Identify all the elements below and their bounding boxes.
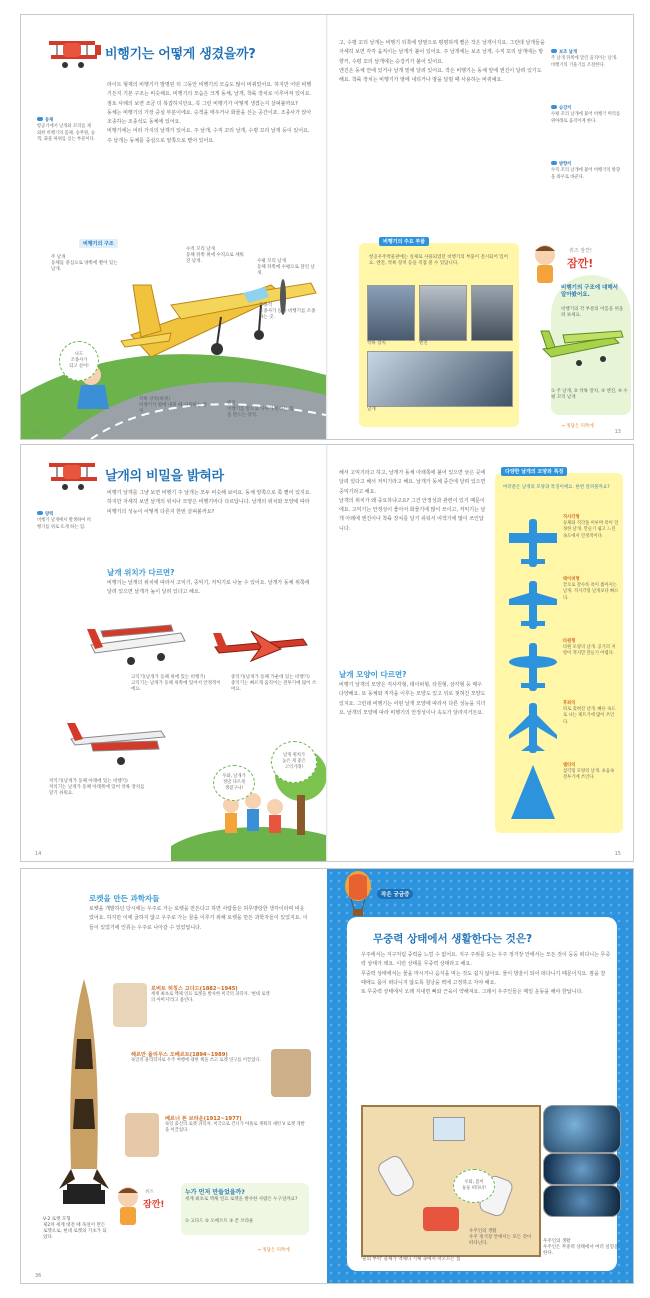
photo-label-engine: 엔진 [419,341,428,346]
shape-desc-2 [563,577,619,602]
right-note-text: 수평 꼬리 날개에 붙어 비행기 머리를 위아래로 움직이게 한다. [551,112,621,124]
gutter [326,445,328,861]
shape-text: 삼각형 모양의 날개. 초음속 전투기에 쓰인다. [563,769,615,781]
illustration-side-caption: 우주인의 생활 우주 정거장 안에서는 모든 것이 떠다닌다. [469,1229,532,1246]
portrait-goddard [113,983,147,1027]
photo-label-landing: 착륙 장치 [367,341,386,346]
spread-3 [20,868,634,1284]
shape-desc-5 [563,763,619,782]
label-horizontal-tail: 수평 꼬리 날개 동체 뒤쪽에 수평으로 달린 날개. [257,259,315,276]
body-text-left: 로켓을 개발하던 당시에는 우주로 가는 로켓을 만든다고 하면 사람들은 허무맹랑한 생각이라며 비웃었어요. 하지만 이에 굴하지 않고 우주로 가는 꿈을 이루기 위해 로켓을 만든 과학자들이 있었지요. 이들이 있었기에 인류는 우주로 나아갈 수 있었답니다. [89,906,308,931]
wing-shapes-question: 여러분은 날개의 모양과 특징이에요. 한번 살펴볼까요? [503,485,610,490]
side-note-title: 양력 [45,512,54,518]
label-low-wing: 저익기(날개가 동체 아래에 있는 비행기) 저익기는 날개가 동체 아래쪽에 있어 착륙 장치를 달기 쉬워요. [49,779,145,796]
bullet-icon [551,49,557,53]
parts-box-text: 항공우주박물관에는 실제로 사용되었던 비행기의 부품이 전시되어 있어요. 엔진, 착륙 장치 등을 직접 볼 수 있답니다. [369,255,508,266]
portrait-oberth [271,1049,311,1097]
page-number-left: 12 [35,429,42,435]
photo-label-wing: 날개 [367,407,376,412]
wing-tapered [505,577,561,633]
photo-engine [419,285,467,341]
right-note-2 [551,99,621,131]
page-number-right: 15 [614,851,621,857]
bullet-icon [37,117,43,121]
label-high-wing: 고익기(날개가 동체 위에 있는 비행기) 고익기는 날개가 동체 위쪽에 있어서 안정적이에요. [131,675,221,692]
jamkkan-small: 퀴즈 잠깐! [569,248,592,254]
right-note-text: 수직 꼬리 날개에 붙어 비행기의 방향을 좌우로 바꾼다. [551,168,621,180]
low-wing-plane [61,715,171,775]
body-text-right: 고, 수평 꼬리 날개는 비행기 뒤쪽에 양옆으로 평평하게 뻗은 작은 날개이지요. 그런데 날개들을 자세히 보면 각각 움직이는 날개가 붙어 있어요. 주 날개에는 보조 날개, 수직 꼬리 날개에는 방향키, 수평 꼬리 날개에는 승강키가 붙어 있어요. 엔진은 동체 안에 있거나 날개 밑에 달려 있어요. 작은 비행기는 동체 앞에 엔진이 달려 있기도 해요. 착륙 장치는 비행기가 땅에 내리거나 땅을 달릴 때 사용하는 바퀴예요. [339,40,545,84]
scientist-3 [165,1115,305,1134]
rocket-label: V-2 로켓 모형 제2차 세계 대전 때 독일이 만든 로켓으로, 현대 로켓의 기초가 되었다. [43,1217,107,1240]
side-note-title: 동체 [45,118,54,124]
answer-footer: → 정답은 뒤쪽에 [257,1248,290,1253]
page-number-left: 14 [35,851,42,857]
bullet-icon [551,105,557,109]
wing-delta [505,763,561,823]
quiz-text: 세계 최초로 액체 연료 로켓을 발사한 사람은 누구일까요? [185,1197,298,1202]
kids-speech-bubble-2: 우와, 날개가 정말 다르게 생겼구나! [213,765,255,801]
floating-bag [423,1207,459,1231]
scientist-text: 독일 출신의 로켓 과학자. 미국으로 건너가 아폴로 계획의 새턴 V 로켓 개발을 이끌었다. [165,1122,305,1134]
rocket-model [59,979,109,1209]
label-main-wing: 주 날개 동체를 중심으로 양쪽에 뻗어 있는 날개. [51,255,118,272]
label-engine: 엔진 비행기를 앞으로 나아가게 하는 힘을 만드는 장치. [227,401,294,418]
balloon-label: 작은 궁금증 [377,889,413,899]
wing-elliptical [505,639,561,695]
illustration-caption: '물의 부력' 물체가 액체나 기체 속에서 떠오르는 힘 [361,1257,461,1262]
subheading-wing-position: 날개 위치가 다르면? [107,568,175,577]
shape-name: 델타익 [563,763,576,768]
wing-shapes-tag: 다양한 날개의 모양과 특징 [501,467,567,476]
quiz-title: 누가 먼저 만들었을까? [185,1189,245,1196]
jamkkan-small: 퀴즈 [145,1190,154,1195]
wing-rectangular [505,515,561,571]
gutter [326,15,328,439]
shape-name: 후퇴익 [563,701,576,706]
biplane-icon [45,33,105,73]
structure-tag: 비행기의 구조 [79,239,118,248]
label-landing-gear: 착륙 장치(바퀴) 비행기가 땅에 내릴 때 사용하는 장치. [139,397,208,414]
right-note-1 [551,43,621,75]
quiz-title: 비행기의 구조에 대해서 알아봤어요. [561,285,618,298]
body-text-right: 해서 고익기라고 하고, 날개가 동체 아래쪽에 붙어 있으면 낮은 곳에 달려 있다고 해서 저익기라고 해요. 날개가 동체 중간에 달려 있으면 중익기라고 해요. 날개의 위치가 왜 중요하냐고요? 그건 안정성과 관련이 있기 때문이에요. 고익기는 안정성이 좋아서 화물기에 많이 쓰이고, 저익기는 날개 아래에 엔진이나 착륙 장치를 달기 쉬워서 여객기에 많이 쓰인답니다. [339,470,486,532]
label-cockpit: 조종석 조종사가 앉아 비행기를 조종하는 곳. [259,303,316,320]
page-number-left: 36 [35,1273,42,1279]
photo-astronaut-3 [543,1185,621,1217]
shape-text: 동체와 직각을 이루며 폭이 일정한 날개. 만들기 쉽고 느린 속도에서 안정적이다. [563,521,619,539]
photo-wing [367,351,513,407]
girl-mascot-icon [529,243,561,287]
quiz-airplane-illustration [533,315,629,375]
shape-text: 뒤로 젖혀진 날개. 빠른 속도로 나는 제트기에 많이 쓰인다. [563,707,616,725]
kids-speech-bubble-1: 날개 위치가 높은 게 좋은 고익기래! [271,741,317,783]
scientist-1 [151,985,271,1004]
label-vertical-tail: 수직 꼬리 날개 동체 뒤쪽 위에 수직으로 세워진 날개. [186,247,244,264]
photo-engine-2 [471,285,513,341]
title-right: 무중력 상태에서 생활한다는 것은? [373,933,533,945]
shape-desc-4 [563,701,619,726]
illustration-bubble: 우와, 몸이 둥둥 떠다녀! [453,1169,495,1203]
spread-1 [20,14,634,440]
spread-2 [20,444,634,862]
high-wing-plane [81,615,191,675]
page-number-right: 13 [614,429,621,435]
answer-footer: → 정답은 뒤쪽에 [561,424,594,429]
page-title: 비행기는 어떻게 생겼을까? [105,47,256,62]
photo-landing-gear [367,285,415,341]
body-text-top: 비행기 날개를 그냥 보면 비행기 주 날개는 모두 비슷해 보여요. 동체 양쪽으로 쭉 뻗어 있지요. 하지만 자세히 보면 날개의 위치나 모양은 비행기마다 다르답니다. 날개의 위치와 모양에 따라 비행기의 성능이 어떻게 다른지 한번 살펴볼까요? [107,490,312,515]
body-text-right: 우주에서는 지구처럼 중력을 느낄 수 없어요. 지구 주위를 도는 우주 정거장 안에서는 모든 것이 둥둥 떠다니는 무중력 상태가 돼요. 이런 상태를 무중력 상태라고 해요. 무중력 상태에서는 물을 마시거나 음식을 먹는 것도 쉽지 않아요. 물이 방울이 되어 떠다니기 때문이지요. 잠을 잘 때에도 몸이 떠다니지 않도록 침낭을 벽에 고정하고 자야 해요. 또 무중력 상태에서 오래 지내면 뼈와 근육이 약해져요. 그래서 우주인들은 매일 운동을 해야 한답니다. [361,952,611,996]
body-text-left: 라이트 형제의 비행기가 발명된 뒤 그동안 비행기의 모습도 많이 바뀌었어요. 하지만 어떤 비행기든지 기본 구조는 비슷해요. 비행기의 모습은 크게 동체, 날개, 착륙 장치로 이루어져 있어요. 점토 사례의 보면 조금 더 복잡하지만요, 꼭 그런 비행기가 어떻게 생겼는지 살펴볼까요? 동체는 비행기의 가장 중심 부분이에요. 승객을 태우거나 화물을 싣는 공간이죠. 조종사가 앉아 조종하는 조종석도 동체에 있어요. 비행기에는 여러 가지의 날개가 있어요. 주 날개, 수직 꼬리 날개, 수평 꼬리 날개 등이 있어요. 주 날개는 동체를 중심으로 양쪽으로 뻗어 있어요. [107,82,312,144]
body-text-sub2: 비행기 날개의 모양은 직사각형, 테이퍼형, 타원형, 삼각형 등 매우 다양해요. 또 동체와 직각을 이루는 모양도 있고 뒤로 젖혀진 모양도 있지요. 그런데 비행기는 어떤 날개 모양에 따라서 다른 성능을 지녀요. 날개의 모양에 따라 비행기의 안정성이나 속도가 달라지거든요. [339,682,486,716]
hot-air-balloon-icon [343,871,373,917]
side-note-text: 비행기 날개에서 발생하여 비행기를 위로 뜨게 하는 힘. [37,518,91,530]
page-title: 날개의 비밀을 밝혀라 [105,469,224,484]
heading-left: 로켓을 만든 과학자들 [89,894,160,903]
bullet-icon [37,511,43,515]
shape-text: 타원 모양의 날개. 공기의 저항이 적지만 만들기 어렵다. [563,645,616,657]
quiz-text: 비행기의 각 부분의 이름을 떠올려 보세요. [561,307,624,318]
photo-astronaut-1 [543,1105,621,1153]
astronaut-1 [375,1153,417,1199]
right-note-text: 주 날개 뒤쪽에 달린 움직이는 날개. 비행기의 기울기를 조절한다. [551,56,618,68]
scientist-name: 로버트 허칭스 고다드(1882~1945) [151,986,238,992]
side-note [37,111,95,149]
wing-swept [505,701,561,757]
right-note-title: 방향키 [559,162,572,168]
label-mid-wing: 중익기(날개가 동체 가운데 있는 비행기) 중익기는 빠르게 움직이는 전투기에 많이 쓰여요. [231,675,317,692]
photo-caption: 우주인의 생활 우주인은 무중력 상태에서 여러 실험을 한다. [543,1239,619,1256]
quiz-answer: ① 주 날개, ② 착륙 장치, ③ 엔진, ④ 수평 꼬리 날개 [551,389,628,400]
side-note [37,505,95,537]
shape-name: 타원형 [563,639,576,644]
shape-desc-1 [563,515,619,540]
side-note-text: 항공기에서 날개와 꼬리를 제외한 비행기의 몸체. 승무원, 승객, 화물 따위를 싣는 부분이다. [37,124,96,142]
shape-name: 테이퍼형 [563,577,580,582]
portrait-braun [125,1113,159,1157]
quiz-card [181,1183,309,1235]
shape-name: 직사각형 [563,515,580,520]
right-note-title: 보조 날개 [559,50,578,56]
shape-desc-3 [563,639,619,658]
mid-wing-plane [211,621,311,671]
scientist-name: 베르너 폰 브라운(1912~1977) [165,1116,242,1122]
jamkkan-title: 잠깐! [567,257,594,270]
scientist-name: 헤르만 율리우스 오베르트(1894~1989) [131,1052,228,1058]
biplane-icon [45,455,105,495]
girl-mascot-icon [113,1185,143,1229]
scientist-2 [131,1051,267,1064]
scientist-text: 세계 최초로 액체 연료 로켓을 발사한 미국의 과학자. '현대 로켓의 아버지'라고 불린다. [151,992,270,1004]
quiz-options: ① 고다드 ② 오베르트 ③ 폰 브라운 [185,1219,254,1224]
station-window [433,1117,465,1141]
jamkkan-title: 잠깐! [143,1200,165,1210]
parts-box-tag: 비행기의 주요 부품 [379,237,429,246]
shape-text: 끝으로 갈수록 폭이 좁아지는 날개. 직사각형 날개보다 빠르다. [563,583,619,601]
parts-box [359,239,519,427]
kid-speech-bubble: 나도 조종사가 되고 싶어! [59,341,99,381]
bullet-icon [551,161,557,165]
right-note-title: 승강키 [559,106,572,112]
scientist-text: 독일의 물리학자로 우주 여행에 대한 책을 쓰고 로켓 연구를 이끌었다. [131,1058,261,1063]
subheading-wing-shape: 날개 모양이 다르면? [339,670,407,679]
body-text-sub1: 비행기는 날개의 위치에 따라서 고익기, 중익기, 저익기로 나눌 수 있어요. 날개가 동체 위쪽에 달려 있으면 날개가 높이 달려 있다고 해요. [107,580,310,596]
right-note-3 [551,155,621,187]
photo-astronaut-2 [543,1153,621,1185]
